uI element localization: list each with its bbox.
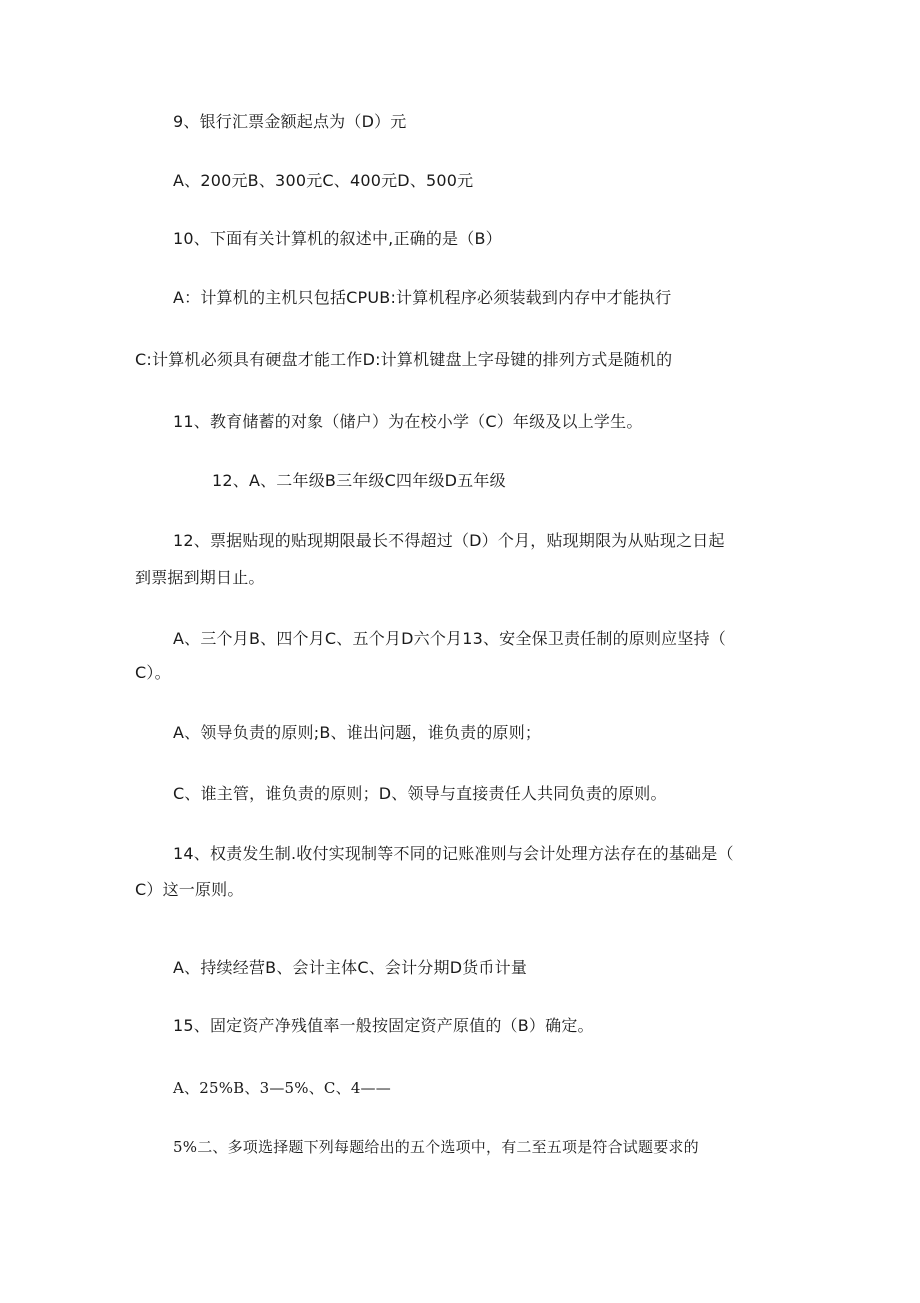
section-two-heading: 5%二、多项选择题下列每题给出的五个选项中，有二至五项是符合试题要求的: [173, 1138, 699, 1156]
question-11-options: 12、A、二年级B三年级C四年级D五年级: [212, 471, 506, 490]
question-9: 9、银行汇票金额起点为（D）元: [173, 112, 407, 131]
question-12-options-and-question-13: A、三个月B、四个月C、五个月D六个月13、安全保卫责任制的原则应坚持（: [173, 629, 726, 648]
question-11: 11、教育储蓄的对象（储户）为在校小学（C）年级及以上学生。: [173, 412, 643, 431]
question-9-options: A、200元B、300元C、400元D、500元: [173, 171, 474, 190]
question-13-continued: C）。: [135, 663, 171, 682]
question-15-options: A、25%B、3—5%、C、4——: [173, 1079, 391, 1097]
question-10-options-ab: A：计算机的主机只包括CPUB:计算机程序必须装载到内存中才能执行: [173, 288, 672, 307]
question-13-options-cd: C、谁主管，谁负责的原则；D、领导与直接责任人共同负责的原则。: [173, 784, 667, 803]
question-14: 14、权责发生制.收付实现制等不同的记账准则与会计处理方法存在的基础是（: [173, 844, 734, 863]
question-15: 15、固定资产净残值率一般按固定资产原值的（B）确定。: [173, 1016, 594, 1035]
question-12-continued: 到票据到期日止。: [135, 568, 265, 587]
question-14-options: A、持续经营B、会计主体C、会计分期D货币计量: [173, 958, 528, 977]
question-10: 10、下面有关计算机的叙述中,正确的是（B）: [173, 229, 502, 248]
question-12: 12、票据贴现的贴现期限最长不得超过（D）个月，贴现期限为从贴现之日起: [173, 531, 725, 550]
question-14-continued: C）这一原则。: [135, 880, 244, 899]
question-10-options-cd: C:计算机必须具有硬盘才能工作D:计算机键盘上字母键的排列方式是随机的: [135, 350, 673, 369]
question-13-options-ab: A、领导负责的原则;B、谁出问题，谁负责的原则；: [173, 723, 542, 742]
